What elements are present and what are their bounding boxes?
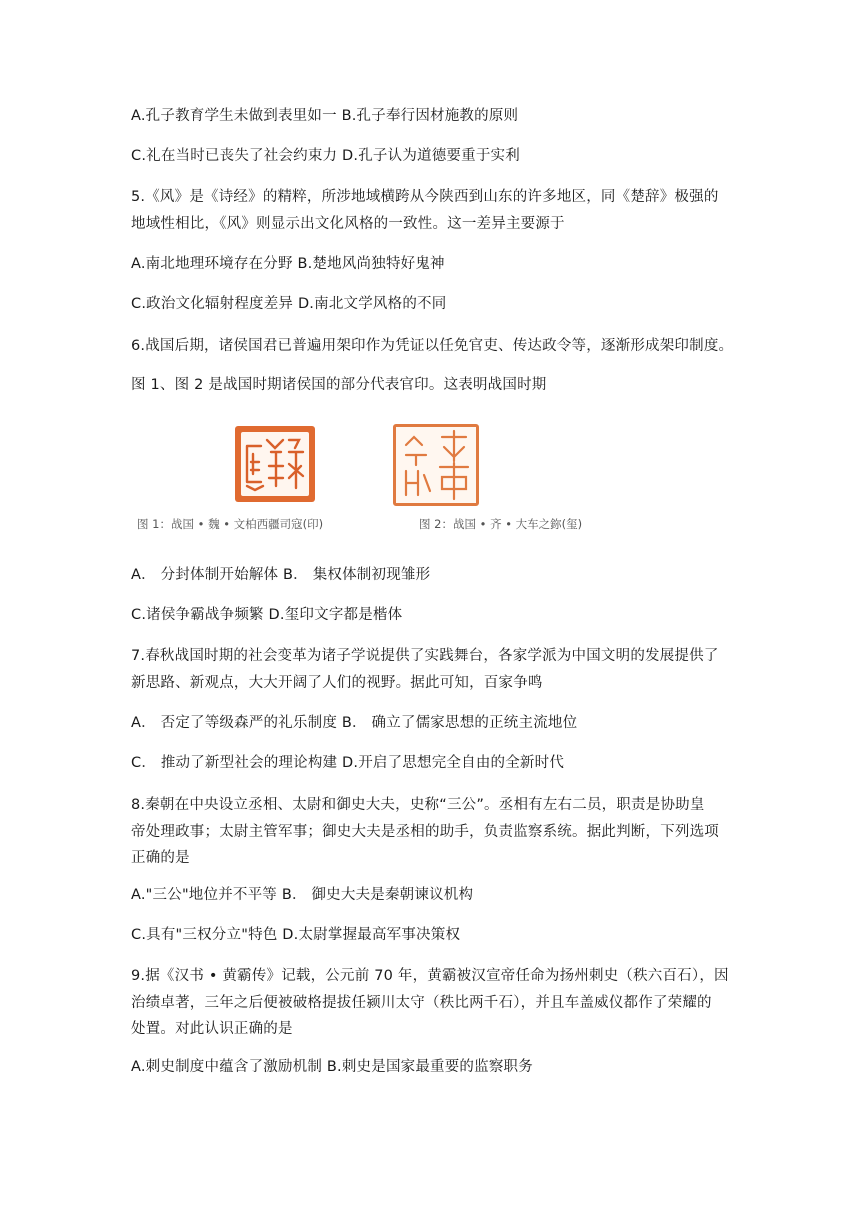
question-7-text: 7.春秋战国时期的社会变革为诸子学说提供了实践舞台，各家学派为中国文明的发展提供了 (131, 648, 719, 664)
question-9-text: 治绩卓著，三年之后便被破格提拔任颍川太守（秩比两千石），并且车盖威仪都作了荣耀的 (131, 995, 712, 1011)
option-line: C． 推动了新型社会的理论构建 D.开启了思想完全自由的全新时代 (131, 755, 565, 771)
question-5-text: 5.《风》是《诗经》的精粹，所涉地域横跨从今陕西到山东的许多地区，同《楚辞》极强的 (131, 189, 719, 205)
question-8-text: 正确的是 (131, 850, 190, 866)
question-9-text: 处置。对此认识正确的是 (131, 1021, 293, 1037)
option-line: C.具有"三权分立"特色 D.太尉掌握最高军事决策权 (131, 927, 461, 943)
option-line: A． 否定了等级森严的礼乐制度 B． 确立了儒家思想的正统主流地位 (131, 715, 578, 731)
option-line: A.孔子教育学生未做到表里如一 B.孔子奉行因材施教的原则 (131, 108, 519, 124)
question-8-text: 8.秦朝在中央设立丞相、太尉和御史大夫，史称“三公”。丞相有左右二员，职责是协助皇 (131, 797, 705, 813)
seal-image-wei (235, 426, 315, 502)
figure-1-caption: 图 1：战国 • 魏 • 文柏西疆司寇(印) (137, 517, 324, 531)
question-5-text: 地域性相比，《风》则显示出文化风格的一致性。这一差异主要源于 (131, 216, 565, 232)
option-line: C.诸侯争霸战争频繁 D.玺印文字都是楷体 (131, 607, 403, 623)
question-6-text: 图 1、图 2 是战国时期诸侯国的部分代表官印。这表明战国时期 (131, 377, 547, 393)
question-7-text: 新思路、新观点，大大开阔了人们的视野。据此可知，百家争鸣 (131, 675, 543, 691)
option-line: A． 分封体制开始解体 B． 集权体制初现雏形 (131, 567, 431, 583)
figure-2-caption: 图 2：战国 • 齐 • 大车之鉨(玺) (419, 517, 583, 531)
seal-figures (131, 418, 591, 538)
option-line: A.刺史制度中蕴含了激励机制 B.刺史是国家最重要的监察职务 (131, 1059, 533, 1075)
option-line: C.政治文化辐射程度差异 D.南北文学风格的不同 (131, 296, 447, 312)
seal-image-qi (393, 424, 479, 506)
option-line: A."三公"地位并不平等 B． 御史大夫是秦朝谏议机构 (131, 887, 474, 903)
question-9-text: 9.据《汉书 • 黄霸传》记载，公元前 70 年，黄霸被汉宣帝任命为扬州刺史（秩六百石），因 (131, 968, 729, 984)
question-6-text: 6.战国后期，诸侯国君已普遍用架印作为凭证以任免官吏、传达政令等，逐渐形成架印制度。 (131, 338, 734, 354)
option-line: A.南北地理环境存在分野 B.楚地风尚独特好鬼神 (131, 256, 445, 272)
question-8-text: 帝处理政事；太尉主管军事；御史大夫是丞相的助手，负责监察系统。据此判断，下列选项 (131, 824, 719, 840)
option-line: C.礼在当时已丧失了社会约束力 D.孔子认为道德要重于实利 (131, 148, 520, 164)
seal-glyphs-qi (396, 427, 476, 503)
seal-glyphs-wei (241, 432, 309, 496)
